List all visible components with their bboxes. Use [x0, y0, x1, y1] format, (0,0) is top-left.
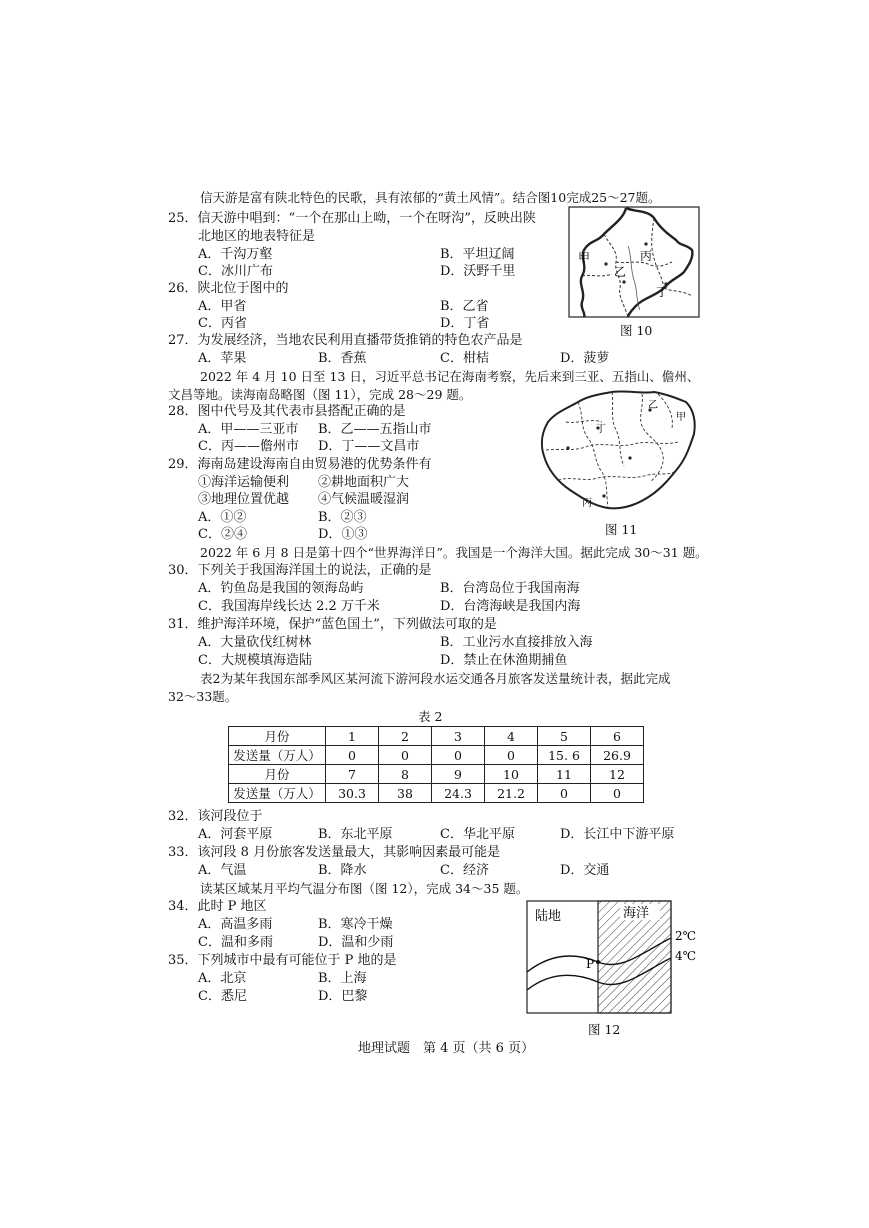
q27-option-d: D．菠萝: [560, 351, 610, 366]
table-cell: 5: [538, 727, 591, 746]
table-cell-head: 月份: [229, 727, 326, 746]
q30-option-c: C．我国海岸线长达 2.2 万千米: [198, 599, 380, 614]
table-row: [229, 746, 644, 765]
q29-stem: 29．海南岛建设海南自由贸易港的优势条件有: [168, 457, 432, 472]
q30-option-d: D．台湾海峡是我国内海: [440, 599, 581, 614]
fig12-land-label: 陆地: [535, 909, 562, 924]
q31-stem: 31．维护海洋环境，保护“蓝色国土”，下列做法可取的是: [168, 617, 497, 632]
table-cell: 38: [379, 784, 432, 803]
q29-option-c: C．②④: [198, 527, 247, 542]
figure-10-map: [568, 206, 700, 318]
table-cell: 10: [485, 765, 538, 784]
q32-option-d: D．长江中下游平原: [560, 827, 675, 842]
q33-option-b: B．降水: [318, 863, 367, 878]
q32-option-a: A．河套平原: [198, 827, 273, 842]
q26-option-d: D．丁省: [440, 316, 490, 331]
table-cell: 0: [591, 784, 644, 803]
table-cell: 15. 6: [538, 746, 591, 765]
q29-item-3: ③地理位置优越: [198, 492, 290, 507]
fig11-label-jia: 甲: [676, 412, 686, 423]
q28-option-c: C．丙——儋州市: [198, 439, 299, 454]
q33-stem: 33．该河段 8 月份旅客发送量最大，其影响因素最可能是: [168, 845, 501, 860]
q31-option-d: D．禁止在休渔期捕鱼: [440, 653, 568, 668]
q26-option-c: C．丙省: [198, 316, 247, 331]
table-cell: 7: [326, 765, 379, 784]
figure-11-map: [538, 388, 700, 514]
q26-stem: 26．陕北位于图中的: [168, 281, 289, 296]
table-cell: 0: [485, 746, 538, 765]
q31-option-b: B．工业污水直接排放入海: [440, 635, 593, 650]
q34-option-b: B．寒冷干燥: [318, 917, 393, 932]
q28-option-b: B．乙——五指山市: [318, 422, 432, 437]
q25-stem: 25．信天游中唱到：“一个在那山上呦，一个在呀沟”，反映出陕: [168, 211, 536, 226]
q25-option-d: D．沃野千里: [440, 264, 516, 279]
intro-32-33: 表2为某年我国东部季风区某河流下游河段水运交通各月旅客发送量统计表，据此完成: [200, 671, 671, 686]
table-cell: 3: [432, 727, 485, 746]
table-cell: 6: [591, 727, 644, 746]
q25-option-b: B．平坦辽阔: [440, 247, 515, 262]
fig11-label-ding: 丁: [596, 424, 606, 435]
figure-12-caption: 图 12: [588, 1022, 621, 1037]
q30-option-a: A．钓鱼岛是我国的领海岛屿: [198, 581, 364, 596]
figure-12-isotherm-map: [526, 900, 706, 1016]
table-cell: 4: [485, 727, 538, 746]
table-cell: 0: [432, 746, 485, 765]
table-cell-head: 月份: [229, 765, 326, 784]
table-cell-head: 发送量（万人）: [229, 746, 326, 765]
table-cell: 0: [538, 784, 591, 803]
intro-32-33-cont: 32～33题。: [168, 689, 238, 704]
figure-11-caption: 图 11: [605, 522, 638, 537]
q25-stem-cont: 北地区的地表特征是: [198, 229, 316, 244]
q29-option-d: D．①③: [318, 527, 368, 542]
table-row: [229, 765, 644, 784]
q29-item-2: ②耕地面积广大: [318, 475, 410, 490]
fig12-point-p: P: [586, 957, 595, 971]
fig12-isotherm-4c: 4℃: [675, 949, 697, 963]
page-footer: 地理试题 第 4 页（共 6 页）: [358, 1041, 535, 1056]
intro-25-27: 信天游是富有陕北特色的民歌，具有浓郁的“黄土风情”。结合图10完成25～27题。: [200, 190, 661, 205]
table-cell: 24.3: [432, 784, 485, 803]
fig10-label-bing: 丙: [640, 249, 653, 263]
table-cell: 0: [379, 746, 432, 765]
table-cell: 9: [432, 765, 485, 784]
q32-stem: 32．该河段位于: [168, 809, 263, 824]
table-row: [229, 727, 644, 746]
q29-item-1: ①海洋运输便利: [198, 475, 290, 490]
table-cell: 8: [379, 765, 432, 784]
q26-option-a: A．甲省: [198, 299, 247, 314]
q30-stem: 30．下列关于我国海洋国土的说法，正确的是: [168, 563, 432, 578]
table-cell-head: 发送量（万人）: [229, 784, 326, 803]
intro-34-35: 读某区域某月平均气温分布图（图 12），完成 34～35 题。: [200, 881, 529, 896]
q29-option-b: B．②③: [318, 510, 367, 525]
q25-option-a: A．千沟万壑: [198, 247, 273, 262]
figure-10-caption: 图 10: [620, 323, 653, 338]
intro-28-29: 2022 年 4 月 10 日至 13 日，习近平总书记在海南考察，先后来到三亚、五指山、儋州、: [200, 369, 700, 384]
table-cell: 1: [326, 727, 379, 746]
q34-option-c: C．温和多雨: [198, 935, 273, 950]
table-cell: 12: [591, 765, 644, 784]
table-cell: 26.9: [591, 746, 644, 765]
table-2: [228, 726, 644, 803]
fig10-label-ding: 丁: [656, 285, 669, 299]
q29-item-4: ④气候温暖湿润: [318, 492, 410, 507]
q34-stem: 34．此时 P 地区: [168, 899, 267, 914]
q34-option-d: D．温和少雨: [318, 935, 394, 950]
intro-30-31: 2022 年 6 月 8 日是第十四个“世界海洋日”。我国是一个海洋大国。据此完成 30～31 题。: [200, 545, 708, 560]
q25-option-c: C．冰川广布: [198, 264, 273, 279]
fig11-label-yi: 乙: [648, 400, 658, 411]
q31-option-a: A．大量砍伐红树林: [198, 635, 312, 650]
q33-option-d: D．交通: [560, 863, 610, 878]
q33-option-c: C．经济: [440, 863, 489, 878]
q35-option-c: C．悉尼: [198, 989, 247, 1004]
fig10-label-yi: 乙: [614, 265, 627, 279]
q35-option-b: B．上海: [318, 971, 367, 986]
table-row: [229, 784, 644, 803]
table-cell: 11: [538, 765, 591, 784]
q29-option-a: A．①②: [198, 510, 247, 525]
q32-option-b: B．东北平原: [318, 827, 393, 842]
q27-option-c: C．柑桔: [440, 351, 489, 366]
q32-option-c: C．华北平原: [440, 827, 515, 842]
table-cell: 0: [326, 746, 379, 765]
intro-28-29-cont: 文昌等地。读海南岛略图（图 11），完成 28～29 题。: [168, 387, 472, 402]
q27-stem: 27．为发展经济，当地农民利用直播带货推销的特色农产品是: [168, 333, 523, 348]
q26-option-b: B．乙省: [440, 299, 489, 314]
q31-option-c: C．大规模填海造陆: [198, 653, 312, 668]
table-2-caption: 表 2: [418, 709, 443, 724]
table-cell: 30.3: [326, 784, 379, 803]
fig12-ocean-label: 海洋: [623, 906, 650, 921]
table-cell: 2: [379, 727, 432, 746]
table-cell: 21.2: [485, 784, 538, 803]
q27-option-a: A．苹果: [198, 351, 247, 366]
q28-stem: 28．图中代号及其代表市县搭配正确的是: [168, 404, 406, 419]
q30-option-b: B．台湾岛位于我国南海: [440, 581, 580, 596]
q28-option-d: D．丁——文昌市: [318, 439, 420, 454]
q35-option-d: D．巴黎: [318, 989, 368, 1004]
q35-option-a: A．北京: [198, 971, 247, 986]
fig10-label-jia: 甲: [578, 251, 591, 265]
fig12-isotherm-2c: 2℃: [675, 929, 697, 943]
q33-option-a: A．气温: [198, 863, 247, 878]
q35-stem: 35．下列城市中最有可能位于 P 地的是: [168, 953, 397, 968]
q27-option-b: B．香蕉: [318, 351, 367, 366]
fig11-label-bing: 丙: [582, 498, 592, 509]
q28-option-a: A．甲——三亚市: [198, 422, 299, 437]
q34-option-a: A．高温多雨: [198, 917, 273, 932]
